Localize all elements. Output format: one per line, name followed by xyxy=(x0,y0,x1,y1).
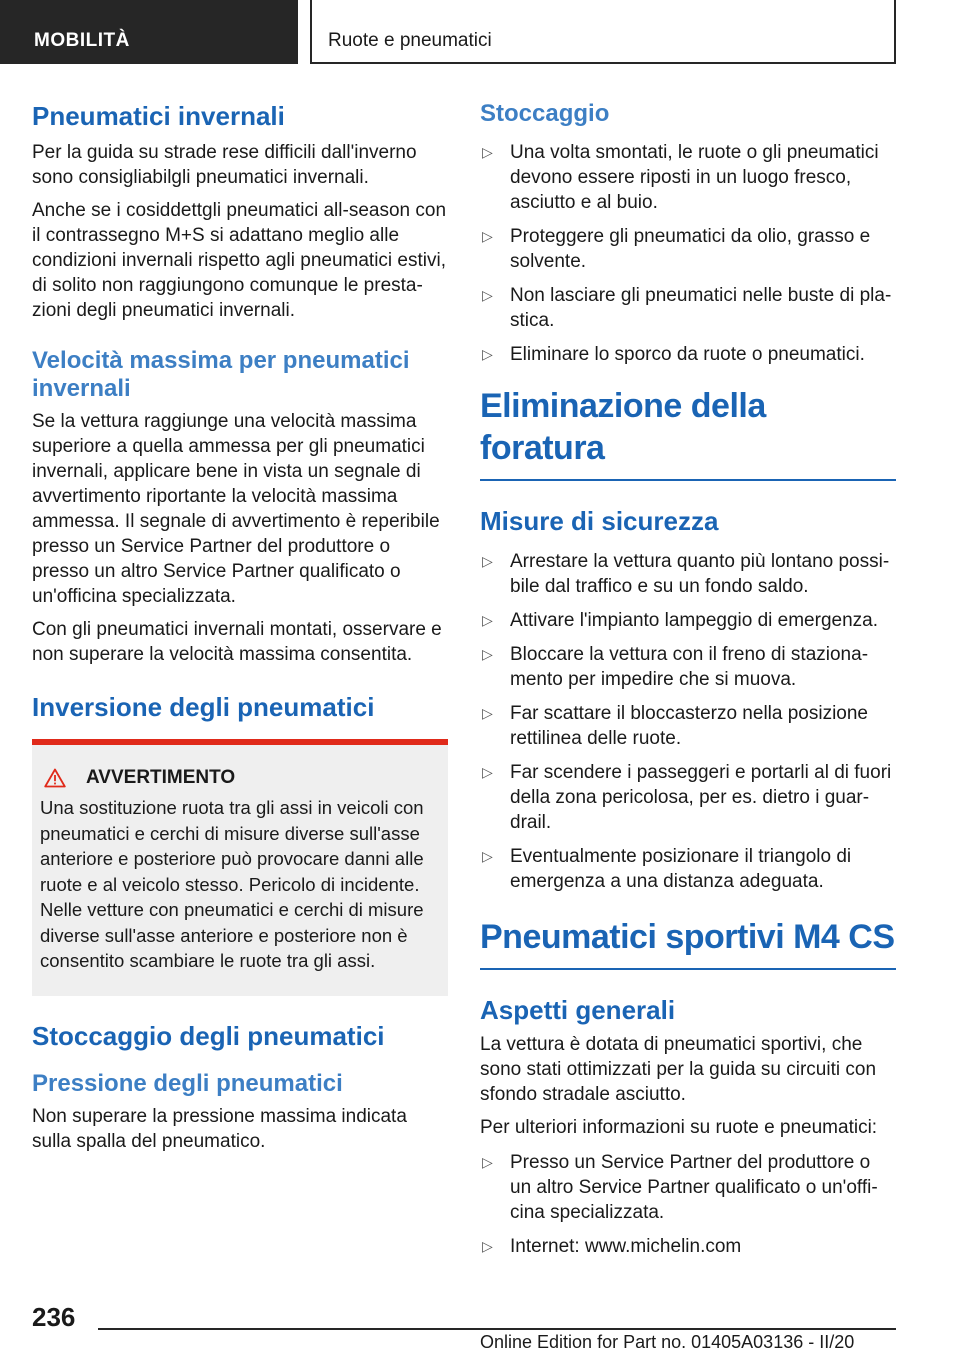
warning-box xyxy=(32,739,448,996)
list-item: ▷ Far scendere i passeggeri e portarli al di fuori della zona pericolosa, per es. dietro i guardrail. xyxy=(482,762,892,833)
section-label: MOBILITÀ xyxy=(0,0,298,64)
edition-note: Online Edition for Part no. 01405A03136 - II/20 xyxy=(480,1332,855,1352)
paragraph: Se la vettura raggiunge una velocità massima superiore a quella ammessa per gli pneumatici invernali, applicare bene in vista un segnale di avvertimento riportante la velocità massima ammessa. Il segnale di avvertimento è reperibile presso un Service Partner del produttore o presso un altro Service Partner qualificato o un'officina specializzata. xyxy=(32,411,440,607)
bullet-triangle-icon: ▷ xyxy=(482,848,493,864)
paragraph: Con gli pneumatici invernali montati, osservare e non superare la velocità massima consentita. xyxy=(32,619,442,665)
heading-general: Aspetti generali xyxy=(480,995,676,1025)
list-item: ▷ Far scattare il bloccasterzo nella posizione rettilinea delle ruote. xyxy=(482,703,869,749)
page-number: 236 xyxy=(32,1302,76,1332)
bullet-triangle-icon: ▷ xyxy=(482,346,493,362)
bullet-triangle-icon: ▷ xyxy=(482,705,493,721)
paragraph: Anche se i cosiddettgli pneumatici all-season con il contrassegno M+S si adattano meglio alle condizioni invernali rispetto agli pneumatici estivi, di solito non raggiungono comunque le prestazioni degli pneumatici invernali. xyxy=(32,200,447,321)
list-item: ▷ Presso un Service Partner del produttore o un altro Service Partner qualificato o un'officina specializzata. xyxy=(482,1152,878,1223)
warning-text: Una sostituzione ruota tra gli assi in veicoli con pneumatici e cerchi di misure diverse sull'asse anteriore e posteriore può provocare danni alle ruote e al veicolo stesso. Pericolo di incidente. Nelle vetture con pneumatici e cerchi di misure diverse sull'asse anteriore e posteriore non è consentito scambiare le ruote tra gli assi. xyxy=(40,797,424,971)
bullet-triangle-icon: ▷ xyxy=(482,646,493,662)
list-item: ▷ Eliminare lo sporco da ruote o pneumatici. xyxy=(482,344,865,365)
warning-title: AVVERTIMENTO xyxy=(86,767,236,788)
heading-tire-pressure: Pressione degli pneumatici xyxy=(32,1069,343,1097)
left-column xyxy=(32,100,448,1162)
page-header xyxy=(0,0,960,66)
bullet-triangle-icon: ▷ xyxy=(482,1238,493,1254)
heading-winter-tires: Pneumatici invernali xyxy=(32,101,285,131)
list-item: ▷ Bloccare la vettura con il freno di stazionamento per impedire che si muova. xyxy=(482,644,869,690)
paragraph: La vettura è dotata di pneumatici sportivi, che sono stati ottimizzati per la guida su circuiti con sfondo stradale asciutto. xyxy=(480,1034,877,1105)
heading-tire-storage: Stoccaggio degli pneumatici xyxy=(32,1020,385,1051)
warning-triangle-icon xyxy=(44,768,66,788)
list-item: ▷ Proteggere gli pneumatici da olio, grasso e solvente. xyxy=(482,226,871,272)
bullet-triangle-icon: ▷ xyxy=(482,553,493,569)
footer-divider xyxy=(98,1328,896,1330)
paragraph: Per ulteriori informazioni su ruote e pneumatici: xyxy=(480,1117,878,1138)
heading-flat-repair: Eliminazione della foratura xyxy=(480,385,896,481)
list-item: ▷ Non lasciare gli pneumatici nelle buste di plastica. xyxy=(482,285,892,331)
paragraph: Non superare la pressione massima indicata sulla spalla del pneumatico. xyxy=(32,1105,407,1152)
heading-sport-tires: Pneumatici sportivi M4 CS xyxy=(480,916,896,970)
paragraph: Per la guida su strade rese difficili dall'inverno sono consigliabilgli pneumatici invernali. xyxy=(32,142,417,188)
info-list xyxy=(480,1150,896,1259)
list-item: ▷ Una volta smontati, le ruote o gli pneumatici devono essere riposti in un luogo fresco, asciutto e al buio. xyxy=(482,142,879,213)
bullet-triangle-icon: ▷ xyxy=(482,764,493,780)
bullet-triangle-icon: ▷ xyxy=(482,612,493,628)
bullet-triangle-icon: ▷ xyxy=(482,1154,493,1170)
bullet-triangle-icon: ▷ xyxy=(482,287,493,303)
heading-tire-rotation: Inversione degli pneumatici xyxy=(32,692,375,722)
heading-storage: Stoccaggio xyxy=(480,100,610,127)
warning-header xyxy=(40,767,440,789)
list-item: ▷ Internet: www.michelin.com xyxy=(482,1236,742,1257)
heading-max-speed: Velocità massima per pneumatici invernali xyxy=(32,347,410,402)
bullet-triangle-icon: ▷ xyxy=(482,228,493,244)
safety-list xyxy=(480,549,896,894)
chapter-label: Ruote e pneumatici xyxy=(310,0,896,64)
bullet-triangle-icon: ▷ xyxy=(482,144,493,160)
heading-safety: Misure di sicurezza xyxy=(480,506,719,536)
list-item: ▷ Eventualmente posizionare il triangolo di emergenza a una distanza adeguata. xyxy=(482,846,852,892)
list-item: ▷ Arrestare la vettura quanto più lontano possibile dal traffico e su un fondo saldo. xyxy=(482,551,890,597)
right-column xyxy=(480,100,896,1268)
list-item: ▷ Attivare l'impianto lampeggio di emergenza. xyxy=(482,610,878,631)
storage-list xyxy=(480,140,896,367)
